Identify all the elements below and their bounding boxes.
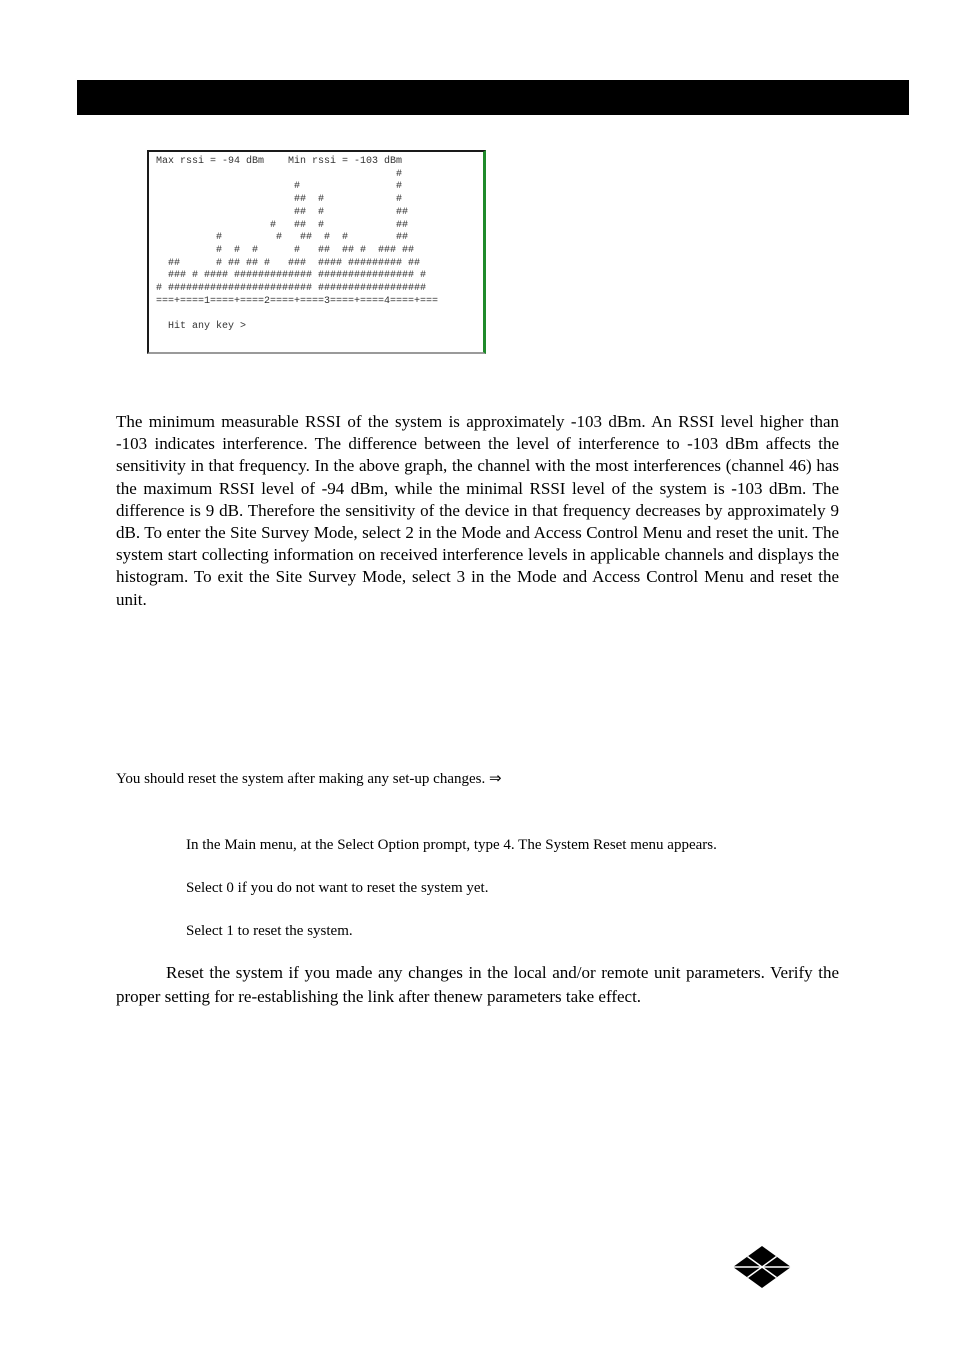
step-2: Select 0 if you do not want to reset the system yet. <box>186 880 489 896</box>
header-bar <box>77 80 909 115</box>
diamond-logo-icon <box>733 1246 791 1288</box>
reset-note: You should reset the system after making any set-up changes. ⇒ <box>116 771 502 787</box>
closing-paragraph: Reset the system if you made any changes in the local and/or remote unit parameters. Verify the proper setting for re-establishing the link after thenew parameters take effect. <box>116 963 839 1006</box>
terminal-histogram-text: Max rssi = -94 dBm Min rssi = -103 dBm # # # ## # # ## # ## # ## # ## # # ## # # ## # # # # ## ## # ### ## ## # ## ## # ### #### ######### ## ### # #### ############# ################ # # ######################## ################## ===+====1====+====2====+====3====+====4====+=== Hit any key > <box>156 156 439 333</box>
step-3: Select 1 to reset the system. <box>186 923 353 939</box>
site-survey-terminal-screenshot <box>147 150 486 354</box>
step-1: In the Main menu, at the Select Option prompt, type 4. The System Reset menu appears. <box>186 837 717 853</box>
rssi-explanation-paragraph: The minimum measurable RSSI of the system is approximately -103 dBm. An RSSI level higher than -103 indicates interference. The difference between the level of interference to -103 dBm affects the sensitivity in that frequency. In the above graph, the channel with the most interferences (channel 46) has the maximum RSSI level of -94 dBm, while the minimal RSSI level of the system is -103 dBm. The difference is 9 dB. Therefore the sensitivity of the device in that frequency decreases by approximately 9 dB. To enter the Site Survey Mode, select 2 in the Mode and Access Control Menu and reset the unit. The system start collecting information on received interference levels in applicable channels and displays the histogram. To exit the Site Survey Mode, select 3 in the Mode and Access Control Menu and reset the unit. <box>116 412 839 609</box>
